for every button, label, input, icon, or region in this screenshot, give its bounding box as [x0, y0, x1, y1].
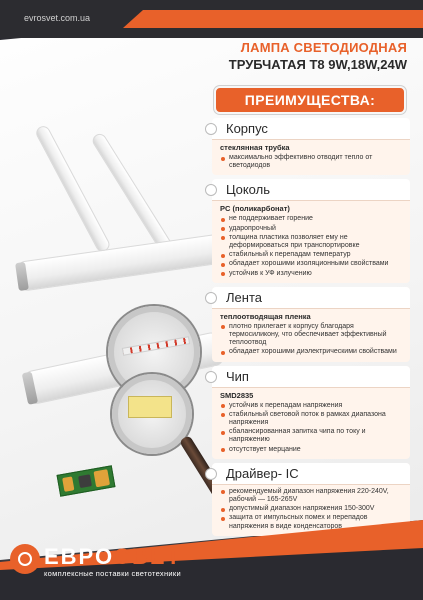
list-item: допустимый диапазон напряжения 150-300V — [220, 505, 402, 513]
brand-part-2: СВЕТ — [114, 544, 182, 569]
list-item: защита от импульсных помех и перепадов напряжения в виде конденсаторов — [220, 514, 402, 530]
section-title: Лента — [226, 289, 262, 305]
smd-chip — [128, 396, 172, 418]
list-item: рекомендуемый диапазон напряжения 220-240V, рабочий — 165-265V — [220, 488, 402, 504]
brand-logo-icon — [10, 544, 40, 574]
list-item: обладает хорошими изоляционными свойствами — [220, 260, 402, 268]
section-subtitle: PC (поликарбонат) — [220, 204, 290, 214]
list-item: отсутствует мерцание — [220, 446, 402, 454]
brand-name — [44, 544, 182, 570]
section-header — [212, 118, 410, 140]
list-item: устойчив к УФ излучению — [220, 270, 402, 278]
product-title — [229, 40, 407, 72]
section-header — [212, 463, 410, 485]
section-items — [220, 215, 402, 277]
section-chip — [212, 366, 410, 459]
bullet-marker — [205, 292, 217, 304]
list-item: не поддерживает горение — [220, 215, 402, 223]
section-base — [212, 179, 410, 282]
top-band — [0, 0, 423, 38]
list-item: обладает хорошими диэлектрическими свойствами — [220, 348, 402, 356]
brand-tagline: комплексные поставки светотехники — [44, 569, 181, 578]
bullet-marker — [205, 123, 217, 135]
brand-part-1: ЕВРО — [44, 544, 115, 569]
section-items — [220, 323, 402, 357]
bullet-marker — [205, 371, 217, 383]
section-title: Корпус — [226, 121, 268, 136]
section-subtitle: стеклянная трубка — [220, 143, 290, 152]
advantages-list — [212, 118, 410, 540]
section-title: Драйвер- IC — [226, 465, 299, 481]
list-item: стабильный к перепадам температур — [220, 251, 402, 259]
top-orange-strip — [123, 10, 423, 28]
site-url[interactable]: evrosvet.com.ua — [24, 13, 91, 23]
section-body — [212, 118, 410, 175]
section-items — [220, 154, 402, 170]
section-strip — [212, 287, 410, 362]
title-line-1: ЛАМПА СВЕТОДИОДНАЯ — [240, 40, 407, 55]
section-header — [212, 366, 410, 388]
list-item: устойчив к перепадам напряжения — [220, 402, 402, 410]
bullet-marker — [205, 468, 217, 480]
section-header — [212, 287, 410, 309]
section-subtitle: SMD2835 — [220, 390, 254, 400]
list-item: плотно прилегает к корпусу благодаря термосиликону, что обеспечивает эффективный теплоотвод — [220, 323, 402, 348]
title-line-2: ТРУБЧАТАЯ Т8 9W,18W,24W — [228, 57, 407, 72]
section-items — [220, 488, 402, 531]
section-header — [212, 179, 410, 201]
section-title: Цоколь — [226, 182, 270, 198]
list-item: толщина пластика позволяет ему не деформироваться при транспортировке — [220, 234, 402, 250]
section-title: Чип — [226, 368, 249, 384]
advantages-banner: ПРЕИМУЩЕСТВА: — [214, 86, 406, 114]
section-subtitle: теплоотводящая пленка — [220, 311, 311, 321]
list-item: ударопрочный — [220, 225, 402, 233]
section-items — [220, 402, 402, 454]
list-item: максимально эффективно отводит тепло от светодиодов — [220, 154, 402, 170]
list-item: стабильный световой поток в рамках диапазона напряжения — [220, 411, 402, 427]
list-item: сбалансированная запитка чипа по току и напряжению — [220, 428, 402, 444]
